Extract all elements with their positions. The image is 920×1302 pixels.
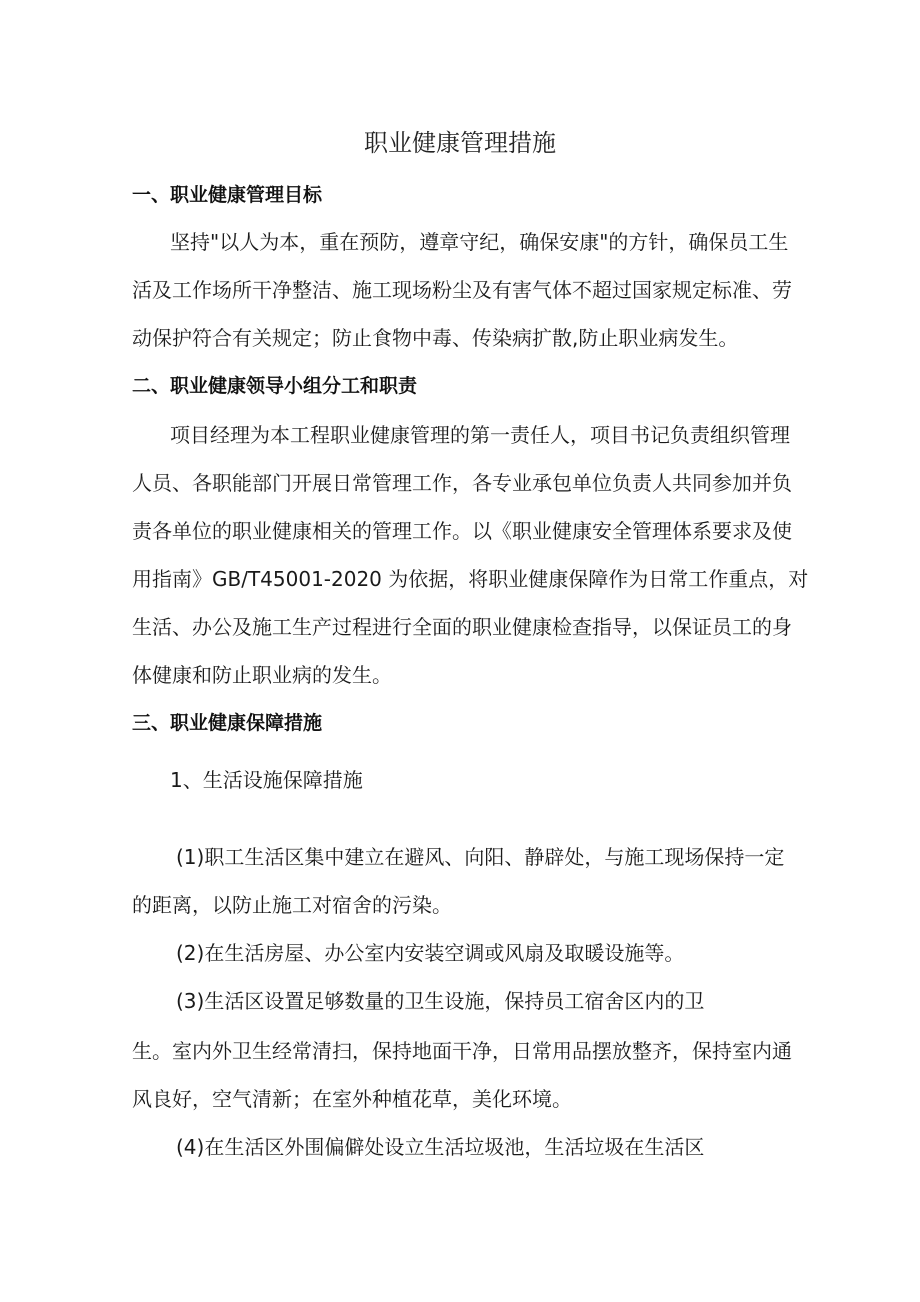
document-title: 职业健康管理措施 [364,129,556,157]
section-3-item-2: (2)在生活房屋、办公室内安装空调或风扇及取暖设施等。 [176,941,685,965]
section-3-heading: 三、职业健康保障措施 [132,712,323,734]
section-3-item-3: (3)生活区设置足够数量的卫生设施，保持员工宿舍区内的卫 [176,989,705,1013]
section-1-heading: 一、职业健康管理目标 [132,184,323,206]
section-3-item-3-cont-2: 风良好，空气清新；在室外种植花草，美化环境。 [132,1087,572,1111]
section-3-item-1-cont: 的距离，以防止施工对宿舍的污染。 [132,893,452,917]
section-2-line-1: 项目经理为本工程职业健康管理的第一责任人，项目书记负责组织管理 [170,423,790,447]
section-2-line-4: 用指南》GB/T45001-2020 为依据，将职业健康保障作为日常工作重点，对 [132,567,809,591]
section-3-item-4: (4)在生活区外围偏僻处设立生活垃圾池，生活垃圾在生活区 [176,1135,705,1159]
section-2-line-5: 生活、办公及施工生产过程进行全面的职业健康检查指导，以保证员工的身 [132,615,792,639]
section-3-item-3-cont-1: 生。室内外卫生经常清扫，保持地面干净，日常用品摆放整齐，保持室内通 [132,1039,792,1063]
section-3-item-1: (1)职工生活区集中建立在避风、向阳、静辟处，与施工现场保持一定 [176,845,785,869]
section-1-line-2: 活及工作场所干净整洁、施工现场粉尘及有害气体不超过国家规定标准、劳 [132,278,792,302]
section-3-subheading: 1、生活设施保障措施 [170,768,363,792]
section-2-heading: 二、职业健康领导小组分工和职责 [132,375,418,397]
section-2-line-6: 体健康和防止职业病的发生。 [132,663,392,687]
section-1-line-1: 坚持"以人为本，重在预防，遵章守纪，确保安康"的方针，确保员工生 [170,230,789,254]
section-2-line-2: 人员、各职能部门开展日常管理工作，各专业承包单位负责人共同参加并负 [132,471,792,495]
section-2-line-3: 责各单位的职业健康相关的管理工作。以《职业健康安全管理体系要求及使 [132,519,792,543]
section-1-line-3: 动保护符合有关规定；防止食物中毒、传染病扩散,防止职业病发生。 [132,326,739,350]
